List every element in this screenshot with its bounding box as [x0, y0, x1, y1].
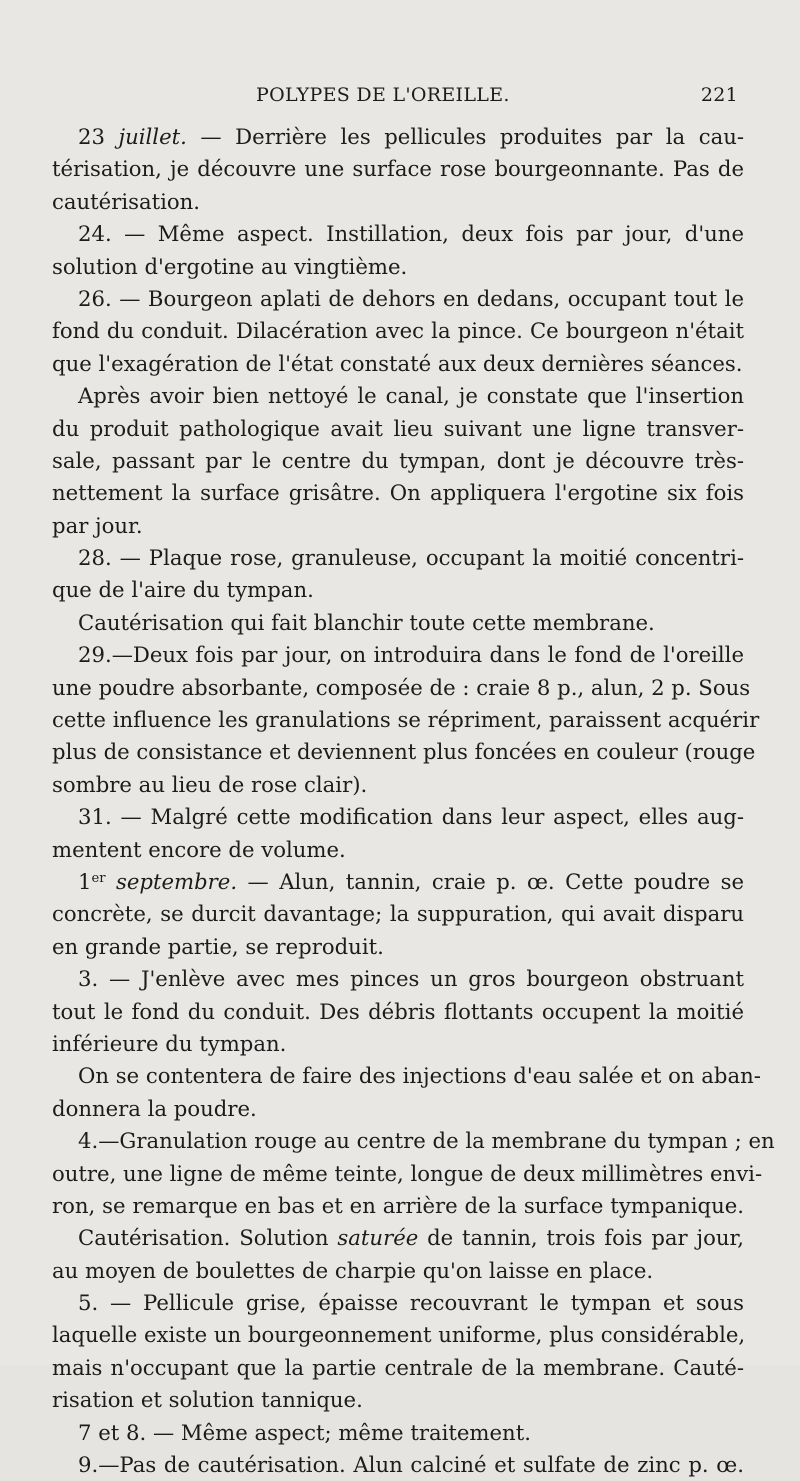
text-line: Cautérisation. Solution saturée de tannin, trois fois par jour, [78, 1225, 745, 1251]
text-line: 1er septembre. — Alun, tannin, craie p. œ. Cette poudre se [78, 868, 744, 894]
running-head [0, 84, 800, 112]
text-line: cette influence les granulations se répriment, paraissent acquérir [52, 707, 760, 733]
text-line: 24. — Même aspect. Instillation, deux fois par jour, d'une [78, 221, 744, 247]
text-line: donnera la poudre. [52, 1095, 257, 1121]
text-line: 23 juillet. — Derrière les pellicules produites par la cau- [78, 124, 744, 149]
text-line: au moyen de boulettes de charpie qu'on laisse en place. [52, 1257, 654, 1283]
text-line: outre, une ligne de même teinte, longue de deux millimètres envi- [52, 1160, 763, 1186]
text-line: par jour. [52, 512, 143, 538]
page-number: 221 [700, 84, 738, 106]
text-line: fond du conduit. Dilacération avec la pince. Ce bourgeon n'était [52, 318, 744, 344]
text-line: 5. — Pellicule grise, épaisse recouvrant le tympan et sous [78, 1290, 744, 1316]
text-line: cautérisation. [52, 188, 201, 214]
text-line: 4.—Granulation rouge au centre de la membrane du tympan ; en [78, 1128, 775, 1154]
text-line: 26. — Bourgeon aplati de dehors en dedans, occupant tout le [78, 285, 744, 311]
text-line: du produit pathologique avait lieu suivant une ligne transver- [52, 415, 744, 441]
body-text [52, 121, 775, 1481]
text-line: 28. — Plaque rose, granuleuse, occupant la moitié concentri- [78, 545, 744, 571]
text-line: sombre au lieu de rose clair). [52, 771, 368, 797]
text-line: 7 et 8. — Même aspect; même traitement. [78, 1419, 531, 1445]
text-line: que de l'aire du tympan. [52, 577, 314, 603]
text-line: 9.—Pas de cautérisation. Alun calciné et sulfate de zinc p. œ. [78, 1452, 744, 1478]
text-line: 29.—Deux fois par jour, on introduira dans le fond de l'oreille [78, 642, 744, 668]
text-line: laquelle existe un bourgeonnement uniforme, plus considérable, [52, 1322, 746, 1348]
running-title: POLYPES DE L'OREILLE. [256, 84, 510, 106]
text-line: 3. — J'enlève avec mes pinces un gros bourgeon obstruant [78, 966, 744, 992]
text-line: une poudre absorbante, composée de : craie 8 p., alun, 2 p. Sous [52, 674, 751, 700]
text-line: nettement la surface grisâtre. On appliquera l'ergotine six fois [52, 480, 744, 506]
text-line: ron, se remarque en bas et en arrière de la surface tympanique. [52, 1192, 744, 1218]
text-line: Après avoir bien nettoyé le canal, je constate que l'insertion [78, 383, 744, 409]
text-line: en grande partie, se reproduit. [52, 933, 384, 959]
text-line: concrète, se durcit davantage; la suppuration, qui avait disparu [52, 901, 744, 927]
text-line: Cautérisation qui fait blanchir toute cette membrane. [78, 609, 655, 635]
text-line: solution d'ergotine au vingtième. [52, 253, 408, 279]
text-line: tout le fond du conduit. Des débris flottants occupent la moitié [52, 998, 744, 1024]
text-line: sale, passant par le centre du tympan, dont je découvre très- [52, 447, 744, 473]
text-line: plus de consistance et deviennent plus foncées en couleur (rouge [52, 739, 756, 765]
text-line: térisation, je découvre une surface rose bourgeonnante. Pas de [52, 156, 744, 182]
text-line: inférieure du tympan. [52, 1030, 287, 1056]
text-line: que l'exagération de l'état constaté aux deux dernières séances. [52, 350, 743, 376]
text-line: On se contentera de faire des injections d'eau salée et on aban- [78, 1063, 761, 1089]
text-line: risation et solution tannique. [52, 1387, 363, 1413]
text-line: mais n'occupant que la partie centrale de la membrane. Cauté- [52, 1354, 744, 1380]
text-line: mentent encore de volume. [52, 836, 346, 862]
text-line: 31. — Malgré cette modification dans leur aspect, elles aug- [78, 804, 744, 830]
